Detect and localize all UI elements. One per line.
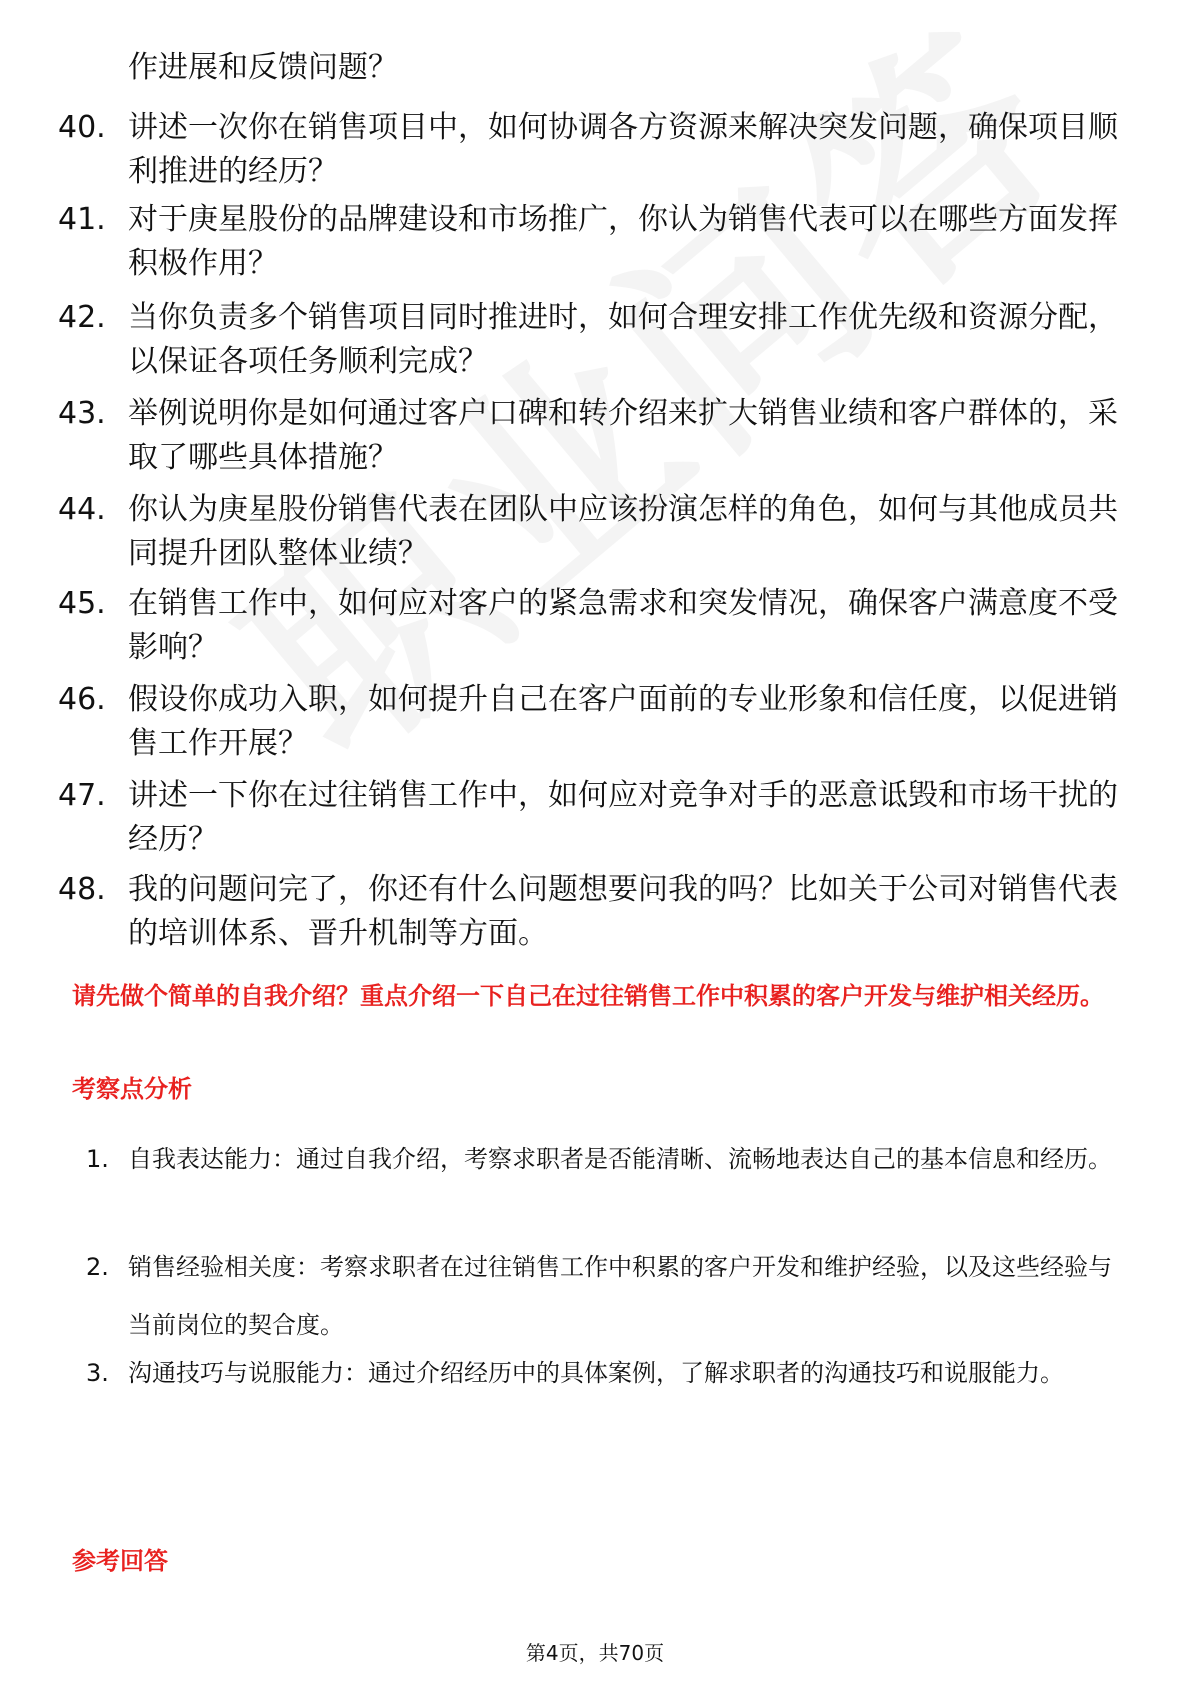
question-number: 40. xyxy=(58,110,106,145)
highlight-question: 请先做个简单的自我介绍？重点介绍一下自己在过往销售工作中积累的客户开发与维护相关经历。 xyxy=(72,982,1104,1010)
question-text: 你认为庚星股份销售代表在团队中应该扮演怎样的角色，如何与其他成员共同提升团队整体业绩？ xyxy=(128,492,1118,571)
analysis-point-text: 销售经验相关度：考察求职者在过往销售工作中积累的客户开发和维护经验，以及这些经验与当前岗位的契合度。 xyxy=(128,1253,1112,1339)
question-text: 对于庚星股份的品牌建设和市场推广，你认为销售代表可以在哪些方面发挥积极作用？ xyxy=(128,202,1118,281)
question-number: 45. xyxy=(58,586,106,621)
question-text: 举例说明你是如何通过客户口碑和转介绍来扩大销售业绩和客户群体的，采取了哪些具体措施？ xyxy=(128,396,1118,475)
question-number: 42. xyxy=(58,300,106,335)
question-number: 47. xyxy=(58,778,106,813)
question-text: 讲述一次你在销售项目中，如何协调各方资源来解决突发问题，确保项目顺利推进的经历？ xyxy=(128,110,1118,189)
page-footer: 第4页，共70页 xyxy=(525,1641,665,1665)
analysis-point-text: 自我表达能力：通过自我介绍，考察求职者是否能清晰、流畅地表达自己的基本信息和经历。 xyxy=(128,1145,1112,1173)
question-text: 我的问题问完了，你还有什么问题想要问我的吗？比如关于公司对销售代表的培训体系、晋升机制等方面。 xyxy=(128,872,1118,951)
analysis-point-number: 1. xyxy=(86,1145,109,1173)
question-text: 假设你成功入职，如何提升自己在客户面前的专业形象和信任度，以促进销售工作开展？ xyxy=(128,682,1118,761)
answer-title: 参考回答 xyxy=(72,1547,168,1575)
analysis-title: 考察点分析 xyxy=(72,1075,192,1103)
question-text: 讲述一下你在过往销售工作中，如何应对竞争对手的恶意诋毁和市场干扰的经历？ xyxy=(128,778,1118,857)
analysis-point-number: 3. xyxy=(86,1359,109,1387)
question-number: 41. xyxy=(58,202,106,237)
question-number: 46. xyxy=(58,682,106,717)
question-number: 44. xyxy=(58,492,106,527)
analysis-point-text: 沟通技巧与说服能力：通过介绍经历中的具体案例，了解求职者的沟通技巧和说服能力。 xyxy=(128,1359,1064,1387)
question-text: 当你负责多个销售项目同时推进时，如何合理安排工作优先级和资源分配，以保证各项任务顺利完成？ xyxy=(128,300,1118,379)
question-text: 作进展和反馈问题？ xyxy=(128,50,398,85)
question-number: 43. xyxy=(58,396,106,431)
question-text: 在销售工作中，如何应对客户的紧急需求和突发情况，确保客户满意度不受影响？ xyxy=(128,586,1118,665)
analysis-point-number: 2. xyxy=(86,1253,109,1281)
question-number: 48. xyxy=(58,872,106,907)
